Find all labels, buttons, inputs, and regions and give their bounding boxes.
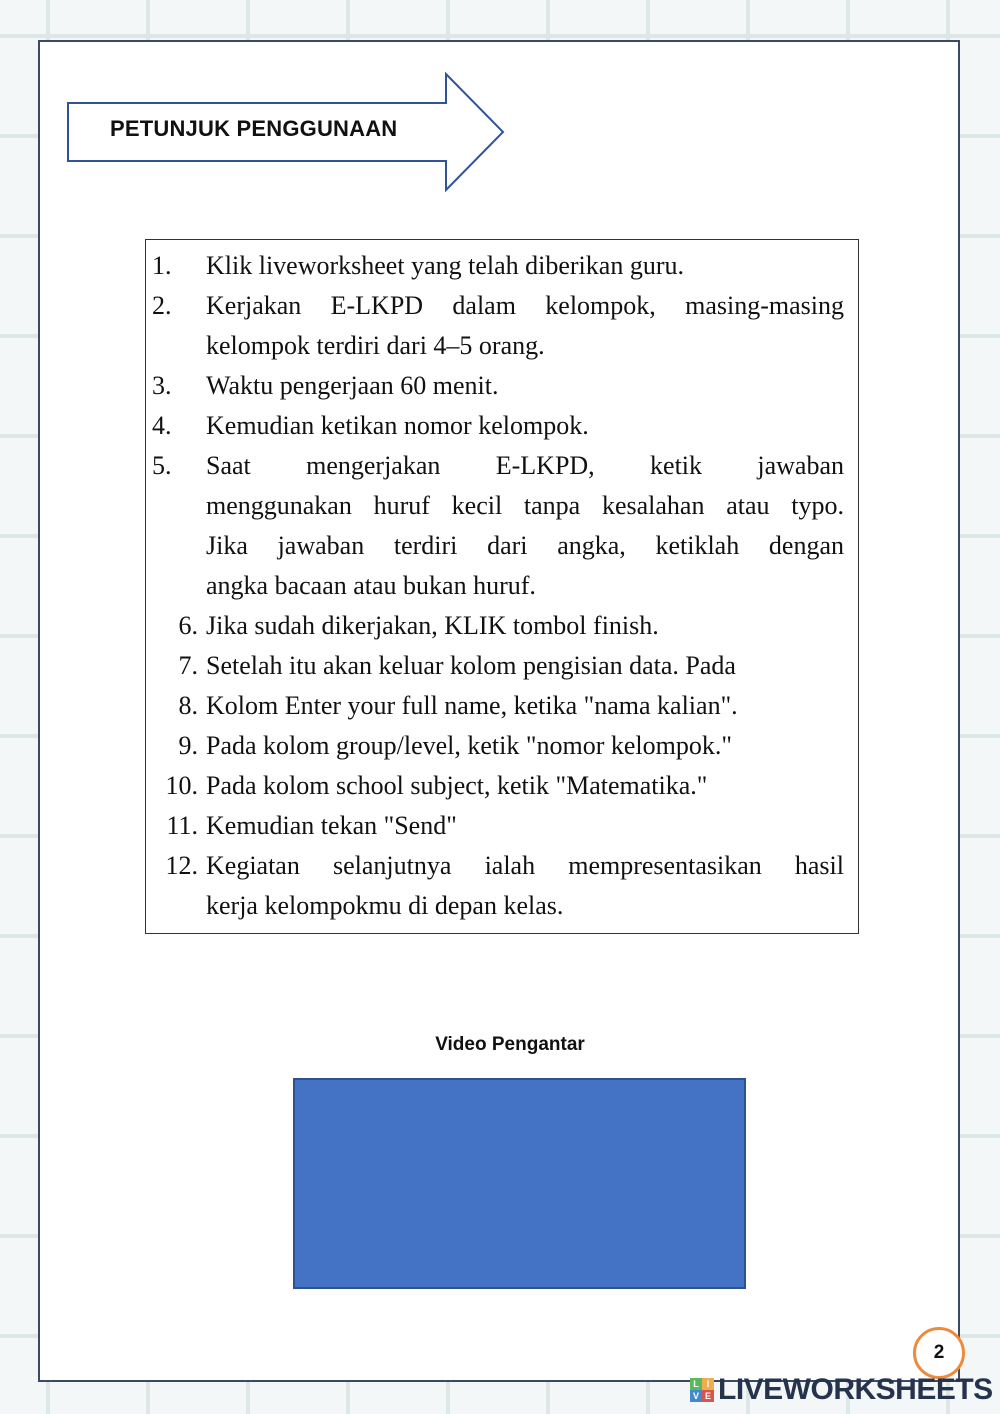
instruction-item: [152, 366, 844, 406]
instruction-text: [206, 246, 844, 286]
instruction-item: [152, 846, 844, 926]
instruction-line: angka bacaan atau bukan huruf.: [206, 571, 536, 600]
instruction-number: 1.: [152, 251, 172, 280]
instruction-item: [152, 606, 844, 646]
instruction-number: 6.: [178, 611, 198, 640]
liveworksheets-logo-icon: L I V E: [690, 1378, 714, 1402]
instruction-number: 5.: [152, 451, 172, 480]
instruction-text: [206, 646, 844, 686]
instruction-line: Kegiatan selanjutnya ialah mempresentasikan hasil: [206, 851, 844, 880]
instruction-text: [206, 726, 844, 766]
instruction-number: 7.: [178, 651, 198, 680]
instruction-line: Pada kolom group/level, ketik "nomor kelompok.": [206, 731, 732, 760]
instruction-line: kelompok terdiri dari 4–5 orang.: [206, 331, 545, 360]
instruction-number: 9.: [178, 731, 198, 760]
instruction-item: [152, 726, 844, 766]
instruction-text: [206, 406, 844, 446]
page-number: 2: [933, 1342, 945, 1363]
instruction-item: [152, 446, 844, 606]
instruction-item: [152, 406, 844, 446]
instruction-number: 10.: [165, 771, 198, 800]
instruction-item: [152, 286, 844, 366]
instruction-line: Klik liveworksheet yang telah diberikan guru.: [206, 251, 684, 280]
instruction-number: 11.: [166, 811, 198, 840]
instruction-text: [206, 366, 844, 406]
instruction-item: [152, 246, 844, 286]
instruction-text: [206, 606, 844, 646]
instruction-line: Pada kolom school subject, ketik "Matematika.": [206, 771, 708, 800]
instruction-line: Saat mengerjakan E-LKPD, ketik jawaban: [206, 451, 844, 480]
instruction-text: [206, 446, 844, 606]
instruction-number: 2.: [152, 291, 172, 320]
instructions-arrow-banner: [66, 72, 506, 192]
instruction-item: [152, 766, 844, 806]
instructions-box: [145, 239, 859, 934]
instruction-number: 12.: [165, 851, 198, 880]
instruction-line: Kemudian tekan "Send": [206, 811, 457, 840]
brand-wordmark: LIVEWORKSHEETS: [718, 1373, 993, 1406]
instruction-text: [206, 766, 844, 806]
instruction-line: Jika jawaban terdiri dari angka, ketiklah dengan: [206, 531, 844, 560]
instruction-text: [206, 286, 844, 366]
instruction-number: 3.: [152, 371, 172, 400]
instruction-item: [152, 646, 844, 686]
banner-title: PETUNJUK PENGGUNAAN: [110, 116, 398, 141]
instruction-line: menggunakan huruf kecil tanpa kesalahan atau typo.: [206, 491, 844, 520]
video-caption: Video Pengantar: [435, 1034, 585, 1055]
instruction-line: Kolom Enter your full name, ketika "nama kalian".: [206, 691, 738, 720]
instruction-number: 8.: [178, 691, 198, 720]
instruction-text: [206, 806, 844, 846]
instruction-line: Jika sudah dikerjakan, KLIK tombol finish.: [206, 611, 659, 640]
instruction-line: kerja kelompokmu di depan kelas.: [206, 891, 564, 920]
instruction-item: [152, 806, 844, 846]
instruction-line: Kerjakan E-LKPD dalam kelompok, masing-masing: [206, 291, 844, 320]
instruction-list: [146, 240, 858, 926]
instruction-item: [152, 686, 844, 726]
instruction-line: Waktu pengerjaan 60 menit.: [206, 371, 499, 400]
video-placeholder[interactable]: [293, 1078, 746, 1289]
instruction-line: Kemudian ketikan nomor kelompok.: [206, 411, 589, 440]
instruction-number: 4.: [152, 411, 172, 440]
instruction-text: [206, 686, 844, 726]
instruction-text: [206, 846, 844, 926]
instruction-line: Setelah itu akan keluar kolom pengisian data. Pada: [206, 651, 736, 680]
liveworksheets-brand: [690, 1372, 993, 1408]
